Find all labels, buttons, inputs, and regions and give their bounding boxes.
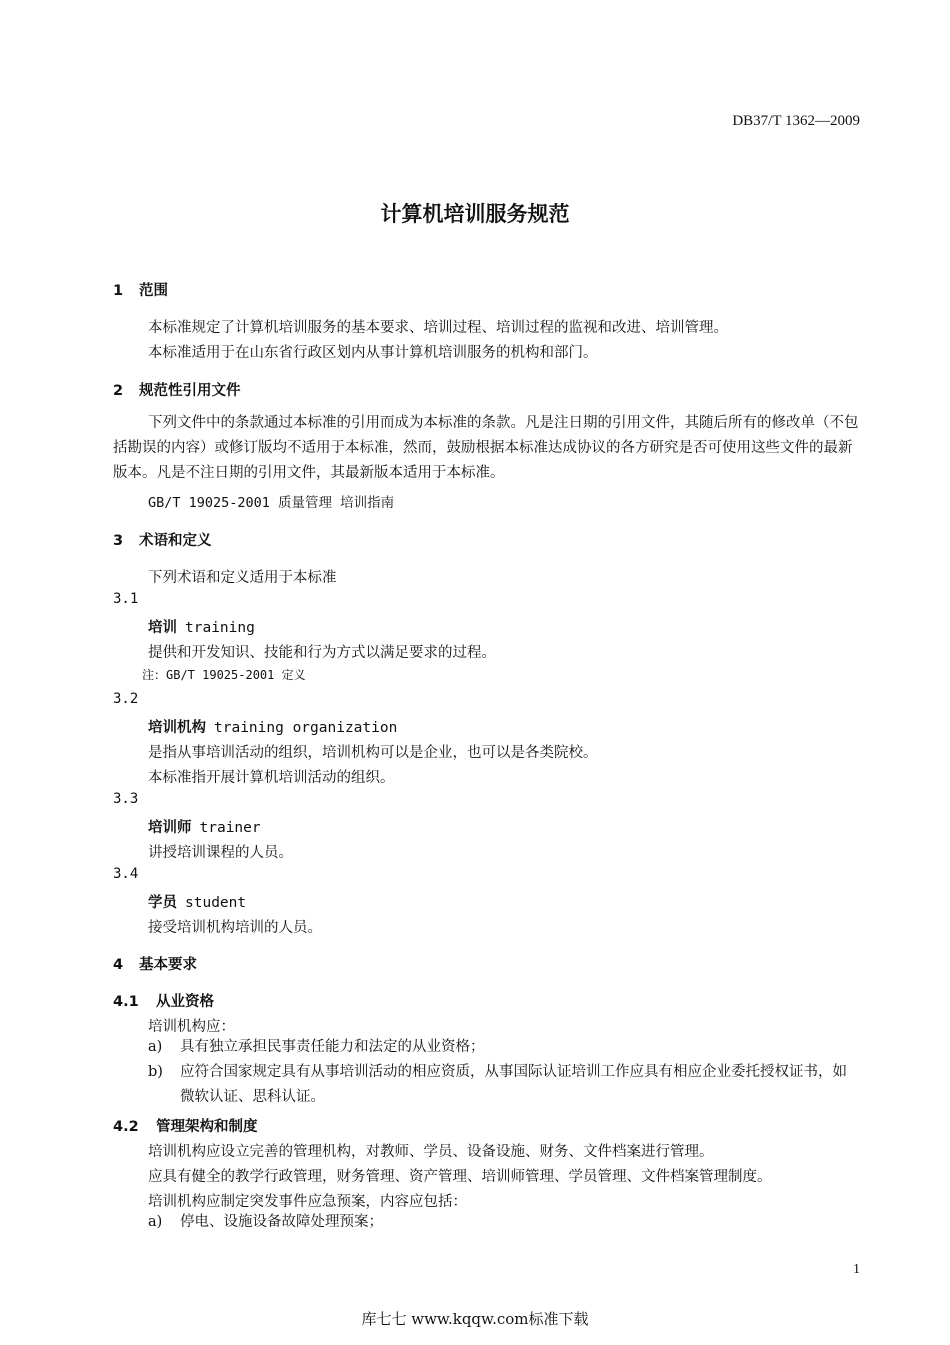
subsection-number: 4.1 xyxy=(113,994,139,1010)
section-number: 2 xyxy=(113,383,124,399)
list-item xyxy=(148,1035,861,1060)
clause-number: 3.1 xyxy=(113,591,139,607)
definition: 接受培训机构培训的人员。 xyxy=(148,920,322,936)
term-zh: 培训 xyxy=(148,620,177,636)
clause-number: 3.3 xyxy=(113,791,139,807)
term-heading xyxy=(148,716,397,737)
subsection-title: 从业资格 xyxy=(156,994,214,1010)
subsection-4-1-heading xyxy=(113,990,214,1011)
term-en: trainer xyxy=(199,820,261,836)
paragraph: 本标准规定了计算机培训服务的基本要求、培训过程、培训过程的监视和改进、培训管理。 xyxy=(148,320,728,336)
list-text: 具有独立承担民事责任能力和法定的从业资格； xyxy=(180,1039,485,1055)
term-heading xyxy=(148,816,261,837)
subsection-title: 管理架构和制度 xyxy=(156,1119,258,1135)
paragraph: 下列术语和定义适用于本标准 xyxy=(148,570,337,586)
term-heading xyxy=(148,616,255,637)
section-number: 1 xyxy=(113,283,124,299)
subsection-4-2-heading xyxy=(113,1115,258,1136)
list-item xyxy=(148,1210,861,1235)
definition: 提供和开发知识、技能和行为方式以满足要求的过程。 xyxy=(148,645,496,661)
paragraph: 下列文件中的条款通过本标准的引用而成为本标准的条款。凡是注日期的引用文件，其随后所有的修改单（不包括勘误的内容）或修订版均不适用于本标准，然而，鼓励根据本标准达成协议的各方研究是否可使用这些文件的最新版本。凡是不注日期的引用文件，其最新版本适用于本标准。 xyxy=(113,415,859,481)
list-marker: a) xyxy=(148,1214,163,1230)
term-heading xyxy=(148,891,246,912)
page-number: 1 xyxy=(853,1262,860,1277)
standard-code: DB37/T 1362—2009 xyxy=(732,113,860,129)
term-zh: 培训师 xyxy=(148,820,192,836)
term-zh: 学员 xyxy=(148,895,177,911)
section-1-heading xyxy=(113,279,168,300)
paragraph: 本标准适用于在山东省行政区划内从事计算机培训服务的机构和部门。 xyxy=(148,345,598,361)
note: 注：GB/T 19025-2001 定义 xyxy=(142,668,306,682)
clause-number: 3.2 xyxy=(113,691,139,707)
term-en: student xyxy=(185,895,247,911)
clause-number: 3.4 xyxy=(113,866,139,882)
term-zh: 培训机构 xyxy=(148,720,206,736)
section-4-heading xyxy=(113,953,197,974)
footer-watermark: 库七七 www.kqqw.com标准下载 xyxy=(361,1310,589,1328)
section-title: 范围 xyxy=(139,283,168,299)
paragraph: 培训机构应： xyxy=(148,1019,235,1035)
section-2-heading xyxy=(113,379,241,400)
list-marker: b) xyxy=(148,1064,163,1080)
list-text: 应符合国家规定具有从事培训活动的相应资质，从事国际认证培训工作应具有相应企业委托授权证书，如微软认证、思科认证。 xyxy=(180,1064,847,1105)
paragraph: 应具有健全的教学行政管理，财务管理、资产管理、培训师管理、学员管理、文件档案管理制度。 xyxy=(148,1169,772,1185)
section-title: 术语和定义 xyxy=(139,533,212,549)
definition: 讲授培训课程的人员。 xyxy=(148,845,293,861)
list-text: 停电、设施设备故障处理预案； xyxy=(180,1214,383,1230)
section-number: 4 xyxy=(113,957,124,973)
term-en: training organization xyxy=(214,720,398,736)
section-3-heading xyxy=(113,529,212,550)
paragraph: 培训机构应制定突发事件应急预案，内容应包括： xyxy=(148,1194,467,1210)
list-item xyxy=(148,1060,861,1110)
subsection-number: 4.2 xyxy=(113,1119,139,1135)
list-marker: a) xyxy=(148,1039,163,1055)
document-title: 计算机培训服务规范 xyxy=(380,202,570,226)
section-number: 3 xyxy=(113,533,124,549)
definition: 是指从事培训活动的组织，培训机构可以是企业，也可以是各类院校。 xyxy=(148,745,598,761)
term-en: training xyxy=(185,620,255,636)
section-title: 规范性引用文件 xyxy=(139,383,241,399)
reference-item: GB/T 19025-2001 质量管理 培训指南 xyxy=(148,495,395,511)
definition: 本标准指开展计算机培训活动的组织。 xyxy=(148,770,395,786)
section-title: 基本要求 xyxy=(139,957,197,973)
paragraph: 培训机构应设立完善的管理机构，对教师、学员、设备设施、财务、文件档案进行管理。 xyxy=(148,1144,714,1160)
